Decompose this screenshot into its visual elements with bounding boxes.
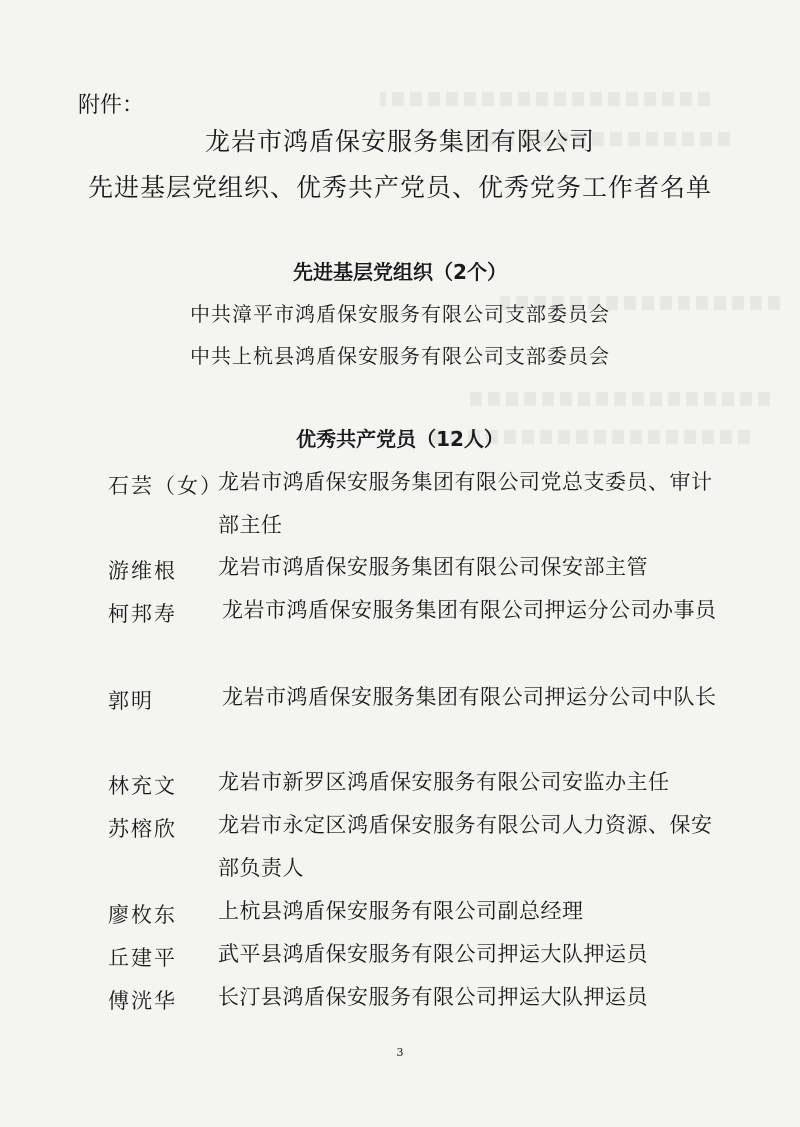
- member-name: 傅洸华: [108, 989, 177, 1013]
- member-desc: 龙岩市鸿盾保安服务集团有限公司押运分公司办事员: [222, 598, 717, 622]
- member-desc: 龙岩市鸿盾保安服务集团有限公司押运分公司中队长: [222, 685, 717, 709]
- member-desc: 长汀县鸿盾保安服务有限公司押运大队押运员: [218, 985, 648, 1009]
- org-item: 中共漳平市鸿盾保安服务有限公司支部委员会: [190, 302, 610, 326]
- section-heading-members: 优秀共产党员（12人）: [296, 427, 504, 451]
- member-desc: 武平县鸿盾保安服务有限公司押运大队押运员: [218, 942, 648, 966]
- member-name: 廖枚东: [108, 903, 177, 927]
- attachment-label: 附件：: [78, 93, 145, 118]
- member-name: 丘建平: [108, 946, 177, 970]
- member-name: 石芸（女）: [108, 474, 223, 498]
- member-name: 苏榕欣: [108, 817, 177, 841]
- bleed-through-decoration: [380, 92, 710, 106]
- bleed-through-decoration: [470, 392, 770, 406]
- member-desc: 龙岩市新罗区鸿盾保安服务有限公司安监办主任: [218, 770, 670, 794]
- member-name: 游维根: [108, 559, 177, 583]
- member-name: 林充文: [108, 774, 177, 798]
- document-subtitle: 先进基层党组织、优秀共产党员、优秀党务工作者名单: [87, 173, 712, 202]
- member-name: 柯邦寿: [108, 602, 177, 626]
- member-desc: 上杭县鸿盾保安服务有限公司副总经理: [218, 899, 584, 923]
- member-desc: 龙岩市永定区鸿盾保安服务有限公司人力资源、保安部负责人: [218, 813, 713, 880]
- member-name: 郭明: [108, 689, 154, 713]
- page-number: 3: [396, 1046, 404, 1059]
- member-desc: 龙岩市鸿盾保安服务集团有限公司党总支委员、审计部主任: [218, 470, 713, 537]
- section-heading-orgs: 先进基层党组织（2个）: [293, 260, 507, 284]
- member-desc: 龙岩市鸿盾保安服务集团有限公司保安部主管: [218, 555, 648, 579]
- document-title: 龙岩市鸿盾保安服务集团有限公司: [204, 127, 595, 156]
- org-item: 中共上杭县鸿盾保安服务有限公司支部委员会: [190, 344, 610, 368]
